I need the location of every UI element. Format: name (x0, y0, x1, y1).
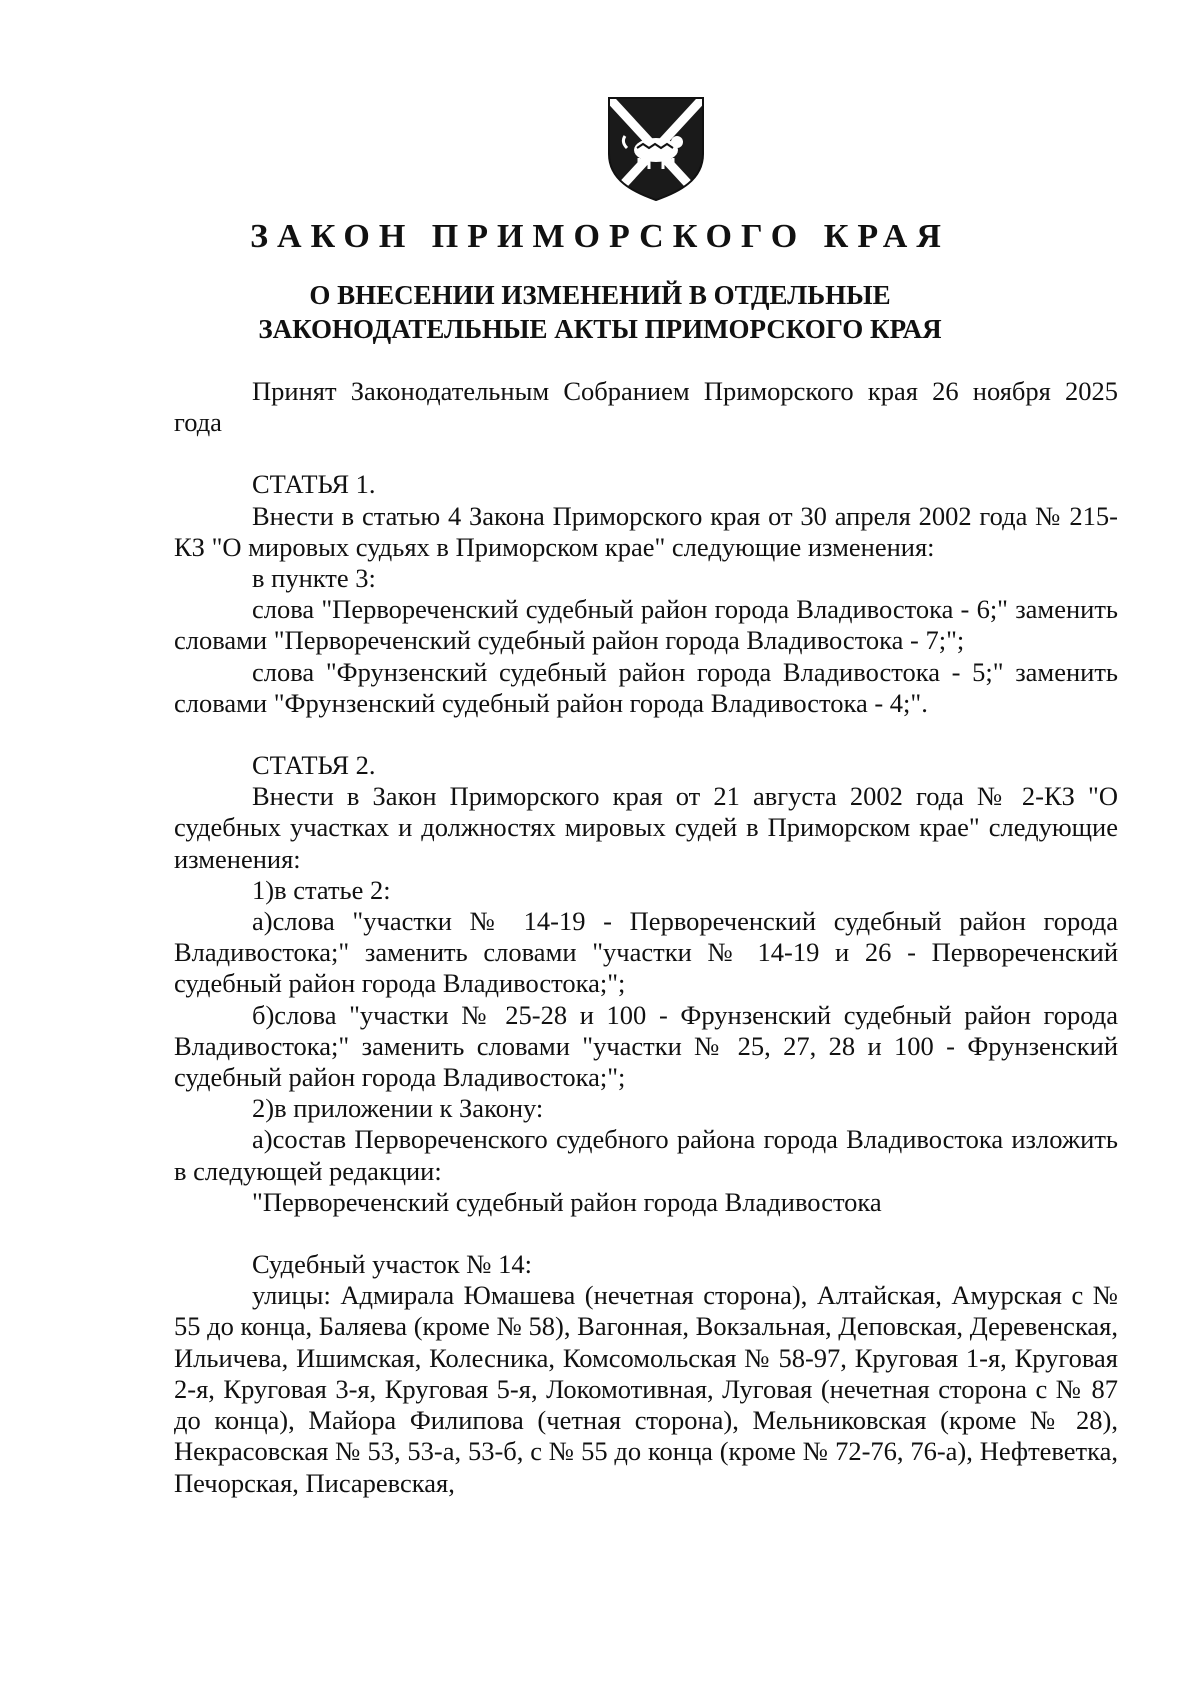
article-1-change-2: слова "Фрунзенский судебный район города Владивостока - 5;" заменить словами "Фрунзенский судебный район города Владивостока - 4;". (174, 656, 1118, 718)
article-1-point: в пункте 3: (252, 563, 376, 594)
article-2-item-2a: а)состав Первореченского судебного района города Владивостока изложить в следующей редакции: (174, 1124, 1118, 1186)
street-list: улицы: Адмирала Юмашева (нечетная сторона), Алтайская, Амурская с № 55 до конца, Баляева (кроме № 58), Вагонная, Вокзальная, Деповская, Деревенская, Ильичева, Ишимская, Колесника, Комсомольская № 58-97, Круговая 1-я, Круговая 2-я, Круговая 3-я, Круговая 5-я, Локомотивная, Луговая (нечетная сторона с № 87 до конца), Майора Филипова (четная сторона), Мельниковская (кроме № 28), Некрасовская № 53, 53-а, 53-б, с № 55 до конца (кроме № 72-76, 76-а), Нефтеветка, Печорская, Писаревская, (174, 1280, 1118, 1498)
article-2-item-1a: а)слова "участки № 14-19 - Первореченский судебный район города Владивостока;" заменить словами "участки № 14-19 и 26 - Первореченский судебный район города Владивостока;"; (174, 906, 1118, 999)
adoption-statement: Принят Законодательным Собранием Приморского края 26 ноября 2025 года (174, 376, 1118, 438)
subtitle-line-1: О ВНЕСЕНИИ ИЗМЕНЕНИЙ В ОТДЕЛЬНЫЕ (309, 280, 891, 310)
coat-of-arms-icon (607, 96, 705, 202)
article-1-heading: СТАТЬЯ 1. (252, 469, 376, 500)
article-2-item-1b: б)слова "участки № 25-28 и 100 - Фрунзенский судебный район города Владивостока;" заменить словами "участки № 25, 27, 28 и 100 - Фрунзенский судебный район города Владивостока;"; (174, 999, 1118, 1093)
district-title: "Первореченский судебный район города Владивостока (252, 1186, 882, 1217)
section-heading: Судебный участок № 14: (252, 1249, 532, 1280)
article-2-item-2: 2)в приложении к Закону: (252, 1093, 544, 1124)
article-2-heading: СТАТЬЯ 2. (252, 750, 376, 781)
law-title: ЗАКОН ПРИМОРСКОГО КРАЯ (250, 218, 950, 255)
article-2-intro: Внести в Закон Приморского края от 21 августа 2002 года № 2-КЗ "О судебных участках и должностях мировых судей в Приморском крае" следующие изменения: (174, 781, 1118, 874)
article-2-item-1: 1)в статье 2: (252, 874, 391, 905)
article-1-change-1: слова "Первореченский судебный район города Владивостока - 6;" заменить словами "Первореченский судебный район города Владивостока - 7;"; (174, 594, 1118, 656)
law-body (174, 376, 1118, 1499)
subtitle-line-2: ЗАКОНОДАТЕЛЬНЫЕ АКТЫ ПРИМОРСКОГО КРАЯ (258, 314, 942, 344)
article-1-intro: Внести в статью 4 Закона Приморского края от 30 апреля 2002 года № 215-КЗ "О мировых судьях в Приморском крае" следующие изменения: (174, 500, 1118, 562)
law-subtitle (0, 278, 1200, 346)
